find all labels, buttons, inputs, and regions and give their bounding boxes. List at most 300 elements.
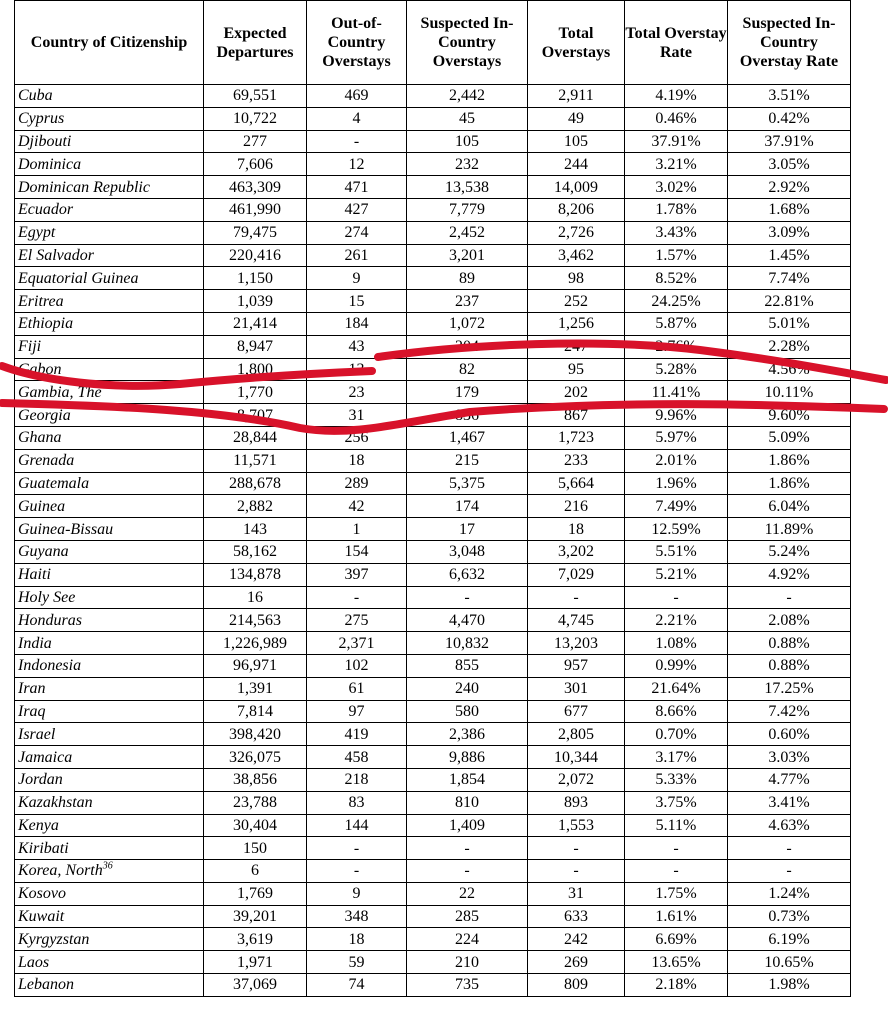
table-row [15, 860, 851, 883]
cell-total-overstays: 31 [528, 882, 625, 905]
cell-expected-departures: 58,162 [204, 540, 307, 563]
country-name: Cyprus [18, 110, 65, 128]
table-row [15, 882, 851, 905]
cell-expected-departures: 69,551 [204, 85, 307, 108]
cell-total-overstay-rate: 6.69% [625, 928, 728, 951]
table-row [15, 540, 851, 563]
country-name: Guatemala [18, 474, 90, 492]
table-row [15, 107, 851, 130]
cell-suspected-in-country-overstays: 204 [407, 335, 528, 358]
cell-total-overstays: 18 [528, 518, 625, 541]
cell-out-of-country-overstays: 458 [307, 746, 407, 769]
cell-total-overstays: 269 [528, 951, 625, 974]
cell-suspected-in-country-overstays: 232 [407, 153, 528, 176]
header-total-overstay-rate: Total Overstay Rate [625, 1, 728, 85]
cell-expected-departures: 1,770 [204, 381, 307, 404]
cell-expected-departures: 8,947 [204, 335, 307, 358]
cell-out-of-country-overstays: 74 [307, 974, 407, 997]
cell-out-of-country-overstays: 4 [307, 107, 407, 130]
cell-total-overstays: 3,202 [528, 540, 625, 563]
cell-total-overstays: 8,206 [528, 198, 625, 221]
cell-out-of-country-overstays: 15 [307, 290, 407, 313]
cell-expected-departures: 11,571 [204, 449, 307, 472]
country-name: Holy See [18, 588, 76, 606]
cell-total-overstay-rate: 1.96% [625, 472, 728, 495]
cell-out-of-country-overstays: 218 [307, 768, 407, 791]
cell-total-overstays: 2,072 [528, 768, 625, 791]
cell-suspected-in-country-overstay-rate: 3.09% [728, 221, 851, 244]
cell-suspected-in-country-overstays: 5,375 [407, 472, 528, 495]
header-country: Country of Citizenship [15, 1, 204, 85]
cell-total-overstay-rate: 3.17% [625, 746, 728, 769]
cell-suspected-in-country-overstay-rate: 22.81% [728, 290, 851, 313]
cell-expected-departures: 7,606 [204, 153, 307, 176]
cell-country [15, 495, 204, 518]
country-name: India [18, 634, 52, 652]
cell-total-overstay-rate: 1.08% [625, 632, 728, 655]
country-name: Israel [18, 725, 56, 743]
cell-country [15, 540, 204, 563]
cell-suspected-in-country-overstays: 22 [407, 882, 528, 905]
cell-total-overstays: 633 [528, 905, 625, 928]
cell-country [15, 746, 204, 769]
cell-total-overstays: 95 [528, 358, 625, 381]
cell-suspected-in-country-overstay-rate: 2.28% [728, 335, 851, 358]
cell-suspected-in-country-overstay-rate: 1.86% [728, 449, 851, 472]
cell-out-of-country-overstays: - [307, 860, 407, 883]
table-row [15, 746, 851, 769]
cell-total-overstays: 2,805 [528, 723, 625, 746]
cell-expected-departures: 326,075 [204, 746, 307, 769]
cell-expected-departures: 288,678 [204, 472, 307, 495]
cell-suspected-in-country-overstays: 82 [407, 358, 528, 381]
cell-expected-departures: 10,722 [204, 107, 307, 130]
cell-total-overstays: 105 [528, 130, 625, 153]
cell-country [15, 221, 204, 244]
cell-country [15, 768, 204, 791]
cell-out-of-country-overstays: 18 [307, 928, 407, 951]
cell-suspected-in-country-overstays: 6,632 [407, 563, 528, 586]
cell-expected-departures: 214,563 [204, 609, 307, 632]
cell-total-overstay-rate: 8.66% [625, 700, 728, 723]
cell-total-overstay-rate: 5.97% [625, 426, 728, 449]
cell-suspected-in-country-overstays: 179 [407, 381, 528, 404]
table-row [15, 335, 851, 358]
cell-total-overstay-rate: 2.18% [625, 974, 728, 997]
cell-expected-departures: 8,707 [204, 404, 307, 427]
cell-country [15, 677, 204, 700]
country-name: Jamaica [18, 748, 73, 766]
cell-suspected-in-country-overstay-rate: 5.01% [728, 312, 851, 335]
table-row [15, 837, 851, 860]
country-name: Equatorial Guinea [18, 269, 139, 287]
cell-expected-departures: 1,391 [204, 677, 307, 700]
cell-total-overstay-rate: 8.52% [625, 267, 728, 290]
country-name: Cuba [18, 87, 53, 105]
cell-total-overstays: 3,462 [528, 244, 625, 267]
cell-total-overstays: 5,664 [528, 472, 625, 495]
cell-country [15, 404, 204, 427]
table-row [15, 654, 851, 677]
header-out-of-country-overstays: Out-of-Country Overstays [307, 1, 407, 85]
header-total-overstays: Total Overstays [528, 1, 625, 85]
table-row [15, 267, 851, 290]
cell-country [15, 153, 204, 176]
country-name: Jordan [18, 771, 63, 789]
country-name: Korea, North [18, 862, 103, 880]
table-row [15, 814, 851, 837]
cell-suspected-in-country-overstays: 45 [407, 107, 528, 130]
country-name: Iran [18, 680, 46, 698]
cell-suspected-in-country-overstays: 4,470 [407, 609, 528, 632]
cell-expected-departures: 1,039 [204, 290, 307, 313]
cell-out-of-country-overstays: 83 [307, 791, 407, 814]
cell-country [15, 882, 204, 905]
cell-suspected-in-country-overstay-rate: 4.63% [728, 814, 851, 837]
cell-out-of-country-overstays: - [307, 837, 407, 860]
country-name: Kazakhstan [18, 794, 93, 812]
cell-total-overstays: 809 [528, 974, 625, 997]
cell-expected-departures: 96,971 [204, 654, 307, 677]
cell-total-overstay-rate: 4.19% [625, 85, 728, 108]
cell-expected-departures: 79,475 [204, 221, 307, 244]
cell-out-of-country-overstays: - [307, 586, 407, 609]
cell-expected-departures: 6 [204, 860, 307, 883]
table-row [15, 609, 851, 632]
overstay-table [14, 0, 851, 997]
table-row [15, 951, 851, 974]
header-suspected-in-country-overstay-rate: Suspected In-Country Overstay Rate [728, 1, 851, 85]
cell-suspected-in-country-overstay-rate: 0.60% [728, 723, 851, 746]
cell-total-overstays: 247 [528, 335, 625, 358]
country-name: Grenada [18, 452, 75, 470]
cell-total-overstays: - [528, 860, 625, 883]
cell-suspected-in-country-overstays: 2,442 [407, 85, 528, 108]
cell-suspected-in-country-overstay-rate: 4.92% [728, 563, 851, 586]
cell-total-overstay-rate: 5.21% [625, 563, 728, 586]
cell-suspected-in-country-overstay-rate: 4.56% [728, 358, 851, 381]
country-name: Haiti [18, 566, 51, 584]
table-row [15, 221, 851, 244]
cell-out-of-country-overstays: 154 [307, 540, 407, 563]
cell-total-overstay-rate: 13.65% [625, 951, 728, 974]
cell-total-overstay-rate: 5.51% [625, 540, 728, 563]
cell-out-of-country-overstays: 102 [307, 654, 407, 677]
cell-total-overstay-rate: 11.41% [625, 381, 728, 404]
cell-suspected-in-country-overstay-rate: 37.91% [728, 130, 851, 153]
cell-suspected-in-country-overstays: 855 [407, 654, 528, 677]
cell-suspected-in-country-overstay-rate: 1.98% [728, 974, 851, 997]
cell-suspected-in-country-overstay-rate: 3.41% [728, 791, 851, 814]
cell-suspected-in-country-overstays: 1,072 [407, 312, 528, 335]
cell-out-of-country-overstays: 18 [307, 449, 407, 472]
cell-total-overstay-rate: 5.87% [625, 312, 728, 335]
table-row [15, 153, 851, 176]
cell-total-overstays: 202 [528, 381, 625, 404]
cell-expected-departures: 1,226,989 [204, 632, 307, 655]
cell-total-overstay-rate: 12.59% [625, 518, 728, 541]
cell-total-overstays: 677 [528, 700, 625, 723]
country-name: Kuwait [18, 908, 65, 926]
cell-expected-departures: 1,800 [204, 358, 307, 381]
table-row [15, 358, 851, 381]
cell-suspected-in-country-overstay-rate: 0.88% [728, 632, 851, 655]
cell-country [15, 586, 204, 609]
country-name: Ecuador [18, 201, 74, 219]
cell-out-of-country-overstays: 256 [307, 426, 407, 449]
table-row [15, 495, 851, 518]
cell-total-overstays: 2,726 [528, 221, 625, 244]
cell-total-overstays: 244 [528, 153, 625, 176]
cell-out-of-country-overstays: 42 [307, 495, 407, 518]
cell-expected-departures: 28,844 [204, 426, 307, 449]
cell-country [15, 290, 204, 313]
cell-suspected-in-country-overstay-rate: 0.73% [728, 905, 851, 928]
cell-suspected-in-country-overstays: 237 [407, 290, 528, 313]
cell-total-overstays: 98 [528, 267, 625, 290]
table-row [15, 723, 851, 746]
cell-suspected-in-country-overstays: 10,832 [407, 632, 528, 655]
footnote-marker: 36 [102, 861, 113, 873]
country-name: Lebanon [18, 976, 74, 994]
cell-out-of-country-overstays: - [307, 130, 407, 153]
cell-total-overstays: 242 [528, 928, 625, 951]
cell-suspected-in-country-overstay-rate: 5.24% [728, 540, 851, 563]
table-row [15, 563, 851, 586]
table-row [15, 700, 851, 723]
cell-total-overstays: 49 [528, 107, 625, 130]
cell-total-overstays: 2,911 [528, 85, 625, 108]
cell-total-overstays: 1,256 [528, 312, 625, 335]
cell-suspected-in-country-overstays: 224 [407, 928, 528, 951]
country-name: Guyana [18, 543, 69, 561]
cell-suspected-in-country-overstay-rate: 1.68% [728, 198, 851, 221]
cell-total-overstay-rate: 1.61% [625, 905, 728, 928]
cell-expected-departures: 7,814 [204, 700, 307, 723]
cell-suspected-in-country-overstay-rate: 7.42% [728, 700, 851, 723]
cell-total-overstay-rate: 2.01% [625, 449, 728, 472]
country-name: Ghana [18, 429, 62, 447]
country-name: Guinea-Bissau [18, 520, 114, 538]
cell-total-overstays: 13,203 [528, 632, 625, 655]
cell-total-overstay-rate: 7.49% [625, 495, 728, 518]
cell-out-of-country-overstays: 419 [307, 723, 407, 746]
cell-total-overstay-rate: 1.57% [625, 244, 728, 267]
cell-out-of-country-overstays: 144 [307, 814, 407, 837]
table-row [15, 130, 851, 153]
cell-out-of-country-overstays: 275 [307, 609, 407, 632]
cell-suspected-in-country-overstay-rate: 6.19% [728, 928, 851, 951]
cell-total-overstay-rate: - [625, 586, 728, 609]
cell-country [15, 198, 204, 221]
cell-suspected-in-country-overstay-rate: 10.65% [728, 951, 851, 974]
cell-suspected-in-country-overstay-rate: 3.03% [728, 746, 851, 769]
cell-out-of-country-overstays: 23 [307, 381, 407, 404]
cell-out-of-country-overstays: 9 [307, 882, 407, 905]
cell-expected-departures: 461,990 [204, 198, 307, 221]
cell-total-overstay-rate: 5.28% [625, 358, 728, 381]
country-name: Honduras [18, 611, 83, 629]
cell-total-overstay-rate: 3.21% [625, 153, 728, 176]
cell-suspected-in-country-overstays: 89 [407, 267, 528, 290]
table-row [15, 791, 851, 814]
cell-expected-departures: 220,416 [204, 244, 307, 267]
table-row [15, 449, 851, 472]
cell-total-overstays: 7,029 [528, 563, 625, 586]
cell-country [15, 860, 204, 883]
table-row [15, 290, 851, 313]
cell-total-overstay-rate: 5.33% [625, 768, 728, 791]
cell-total-overstay-rate: - [625, 837, 728, 860]
cell-suspected-in-country-overstays: 1,409 [407, 814, 528, 837]
table-row [15, 632, 851, 655]
cell-total-overstay-rate: 5.11% [625, 814, 728, 837]
cell-country [15, 85, 204, 108]
cell-total-overstays: 867 [528, 404, 625, 427]
cell-expected-departures: 30,404 [204, 814, 307, 837]
cell-suspected-in-country-overstays: 105 [407, 130, 528, 153]
table-row [15, 472, 851, 495]
table-row [15, 198, 851, 221]
country-name: Iraq [18, 702, 46, 720]
cell-total-overstay-rate: - [625, 860, 728, 883]
cell-country [15, 632, 204, 655]
cell-country [15, 107, 204, 130]
cell-expected-departures: 3,619 [204, 928, 307, 951]
cell-suspected-in-country-overstays: 9,886 [407, 746, 528, 769]
cell-total-overstay-rate: 0.46% [625, 107, 728, 130]
table-row [15, 426, 851, 449]
cell-suspected-in-country-overstay-rate: 1.86% [728, 472, 851, 495]
cell-suspected-in-country-overstays: - [407, 586, 528, 609]
cell-suspected-in-country-overstay-rate: 10.11% [728, 381, 851, 404]
cell-expected-departures: 277 [204, 130, 307, 153]
table-row [15, 586, 851, 609]
cell-suspected-in-country-overstays: - [407, 837, 528, 860]
cell-total-overstay-rate: 24.25% [625, 290, 728, 313]
cell-total-overstays: 14,009 [528, 176, 625, 199]
country-name: Guinea [18, 497, 66, 515]
cell-expected-departures: 2,882 [204, 495, 307, 518]
cell-suspected-in-country-overstay-rate: 9.60% [728, 404, 851, 427]
table-row [15, 312, 851, 335]
cell-out-of-country-overstays: 2,371 [307, 632, 407, 655]
cell-country [15, 130, 204, 153]
table-header-row [15, 1, 851, 85]
cell-total-overstays: - [528, 837, 625, 860]
cell-suspected-in-country-overstays: 836 [407, 404, 528, 427]
cell-expected-departures: 1,150 [204, 267, 307, 290]
country-name: Eritrea [18, 292, 64, 310]
table-row [15, 518, 851, 541]
cell-total-overstay-rate: 0.99% [625, 654, 728, 677]
cell-total-overstays: 1,553 [528, 814, 625, 837]
cell-country [15, 814, 204, 837]
cell-total-overstay-rate: 37.91% [625, 130, 728, 153]
cell-suspected-in-country-overstay-rate: 0.88% [728, 654, 851, 677]
country-name: Djibouti [18, 132, 72, 150]
cell-total-overstays: 252 [528, 290, 625, 313]
cell-out-of-country-overstays: 13 [307, 358, 407, 381]
table-row [15, 677, 851, 700]
cell-total-overstay-rate: 2.76% [625, 335, 728, 358]
cell-out-of-country-overstays: 348 [307, 905, 407, 928]
cell-country [15, 837, 204, 860]
cell-country [15, 244, 204, 267]
table-row [15, 928, 851, 951]
cell-suspected-in-country-overstay-rate: 4.77% [728, 768, 851, 791]
cell-suspected-in-country-overstay-rate: 2.92% [728, 176, 851, 199]
cell-suspected-in-country-overstays: 215 [407, 449, 528, 472]
cell-suspected-in-country-overstays: 285 [407, 905, 528, 928]
cell-out-of-country-overstays: 184 [307, 312, 407, 335]
cell-expected-departures: 463,309 [204, 176, 307, 199]
cell-country [15, 176, 204, 199]
country-name: Ethiopia [18, 315, 74, 333]
cell-total-overstay-rate: 1.78% [625, 198, 728, 221]
cell-out-of-country-overstays: 274 [307, 221, 407, 244]
cell-suspected-in-country-overstays: 810 [407, 791, 528, 814]
table-row [15, 85, 851, 108]
cell-suspected-in-country-overstays: 240 [407, 677, 528, 700]
cell-out-of-country-overstays: 31 [307, 404, 407, 427]
country-name: Egypt [18, 224, 56, 242]
cell-country [15, 563, 204, 586]
country-name: Kyrgyzstan [18, 930, 90, 948]
cell-expected-departures: 134,878 [204, 563, 307, 586]
cell-country [15, 472, 204, 495]
cell-country [15, 905, 204, 928]
cell-out-of-country-overstays: 261 [307, 244, 407, 267]
cell-suspected-in-country-overstays: 735 [407, 974, 528, 997]
cell-suspected-in-country-overstay-rate: 1.24% [728, 882, 851, 905]
country-name: Gabon [18, 360, 62, 378]
header-suspected-in-country-overstays: Suspected In-Country Overstays [407, 1, 528, 85]
cell-country [15, 335, 204, 358]
cell-expected-departures: 23,788 [204, 791, 307, 814]
table-row [15, 974, 851, 997]
cell-total-overstay-rate: 0.70% [625, 723, 728, 746]
table-row [15, 244, 851, 267]
cell-suspected-in-country-overstay-rate: 3.51% [728, 85, 851, 108]
cell-country [15, 951, 204, 974]
cell-total-overstay-rate: 2.21% [625, 609, 728, 632]
cell-suspected-in-country-overstay-rate: 3.05% [728, 153, 851, 176]
cell-out-of-country-overstays: 427 [307, 198, 407, 221]
country-name: Kiribati [18, 839, 69, 857]
cell-expected-departures: 1,971 [204, 951, 307, 974]
cell-out-of-country-overstays: 59 [307, 951, 407, 974]
cell-total-overstays: 301 [528, 677, 625, 700]
cell-suspected-in-country-overstay-rate: - [728, 860, 851, 883]
cell-expected-departures: 143 [204, 518, 307, 541]
cell-total-overstay-rate: 3.75% [625, 791, 728, 814]
cell-expected-departures: 150 [204, 837, 307, 860]
cell-total-overstays: - [528, 586, 625, 609]
cell-out-of-country-overstays: 12 [307, 153, 407, 176]
cell-out-of-country-overstays: 1 [307, 518, 407, 541]
cell-country [15, 928, 204, 951]
country-name: Dominica [18, 155, 82, 173]
cell-country [15, 974, 204, 997]
country-name: Gambia, The [18, 383, 102, 401]
table-row [15, 381, 851, 404]
cell-total-overstays: 4,745 [528, 609, 625, 632]
cell-country [15, 267, 204, 290]
country-name: El Salvador [18, 246, 94, 264]
cell-total-overstays: 957 [528, 654, 625, 677]
cell-country [15, 518, 204, 541]
